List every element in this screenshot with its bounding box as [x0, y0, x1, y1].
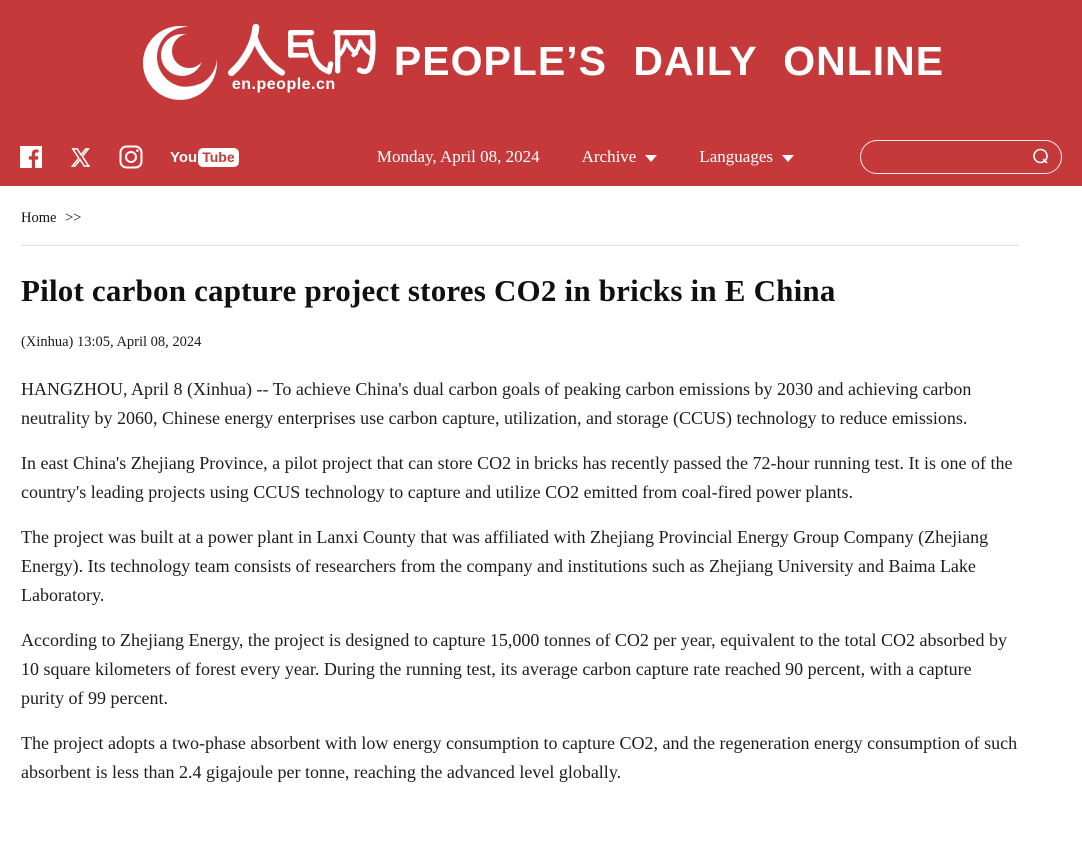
facebook-icon[interactable] [20, 146, 42, 168]
site-wordmark-block [228, 20, 376, 94]
instagram-icon[interactable] [119, 145, 143, 169]
current-date: Monday, April 08, 2024 [376, 147, 540, 166]
site-name: PEOPLE’S DAILY ONLINE [393, 38, 945, 84]
article-paragraph: The project adopts a two-phase absorbent with low energy consumption to capture CO2, and the regeneration energy consumption of such absorbent is less than 2.4 gigajoule per tonne, reaching the advanced level globally. [21, 733, 1018, 782]
article-title: Pilot carbon capture project stores CO2 in bricks in E China [21, 273, 836, 308]
peoples-daily-cn-wordmark-icon [228, 20, 376, 80]
breadcrumb-home-link[interactable]: Home [21, 210, 57, 226]
search-icon[interactable] [1031, 147, 1051, 167]
breadcrumb-separator: >> [65, 210, 82, 226]
site-header [0, 0, 1082, 186]
article-page [21, 210, 1019, 787]
article-paragraph: According to Zhejiang Energy, the project is designed to capture 15,000 tonnes of CO2 per year, equivalent to the total CO2 absorbed by 10 square kilometers of forest every year. During the running test, its average carbon capture rate reached 90 percent, with a capture purity of 99 percent. [21, 630, 1008, 708]
divider [21, 245, 1019, 246]
languages-menu[interactable] [699, 147, 794, 167]
search-input[interactable] [875, 148, 1031, 167]
youtube-icon[interactable] [170, 148, 239, 167]
article-paragraph: In east China's Zhejiang Province, a pilot project that can store CO2 in bricks has recently passed the 72-hour running test. It is one of the country's leading projects using CCUS technology to capture and utilize CO2 emitted from coal-fired power plants. [21, 453, 1013, 502]
peoples-daily-globe-icon [138, 20, 222, 104]
social-links [20, 145, 239, 169]
header-nav [377, 140, 1062, 174]
breadcrumb [21, 210, 1019, 227]
site-logo[interactable] [0, 0, 1082, 104]
archive-menu[interactable] [582, 147, 658, 167]
search-box[interactable] [860, 140, 1062, 174]
chevron-down-icon [645, 155, 657, 162]
article-byline: (Xinhua) 13:05, April 08, 2024 [21, 334, 202, 350]
header-bottom-bar [0, 140, 1082, 174]
chevron-down-icon [782, 155, 794, 162]
article-paragraph: HANGZHOU, April 8 (Xinhua) -- To achieve China's dual carbon goals of peaking carbon emissions by 2030 and achieving carbon neutrality by 2060, Chinese energy enterprises use carbon capture, utilization, and storage (CCUS) technology to reduce emissions. [21, 379, 972, 428]
article-paragraph: The project was built at a power plant in Lanxi County that was affiliated with Zhejiang Provincial Energy Group Company (Zhejiang Energy). Its technology team consists of researchers from the company and institutions such as Zhejiang University and Baima Lake Laboratory. [21, 527, 989, 605]
article-body [21, 375, 1019, 787]
youtube-you-label: You [170, 148, 198, 166]
x-icon[interactable] [69, 146, 92, 169]
archive-label: Archive [581, 147, 637, 166]
site-url[interactable]: en.people.cn [231, 76, 336, 93]
youtube-tube-label: Tube [198, 148, 238, 167]
languages-label: Languages [699, 147, 773, 166]
